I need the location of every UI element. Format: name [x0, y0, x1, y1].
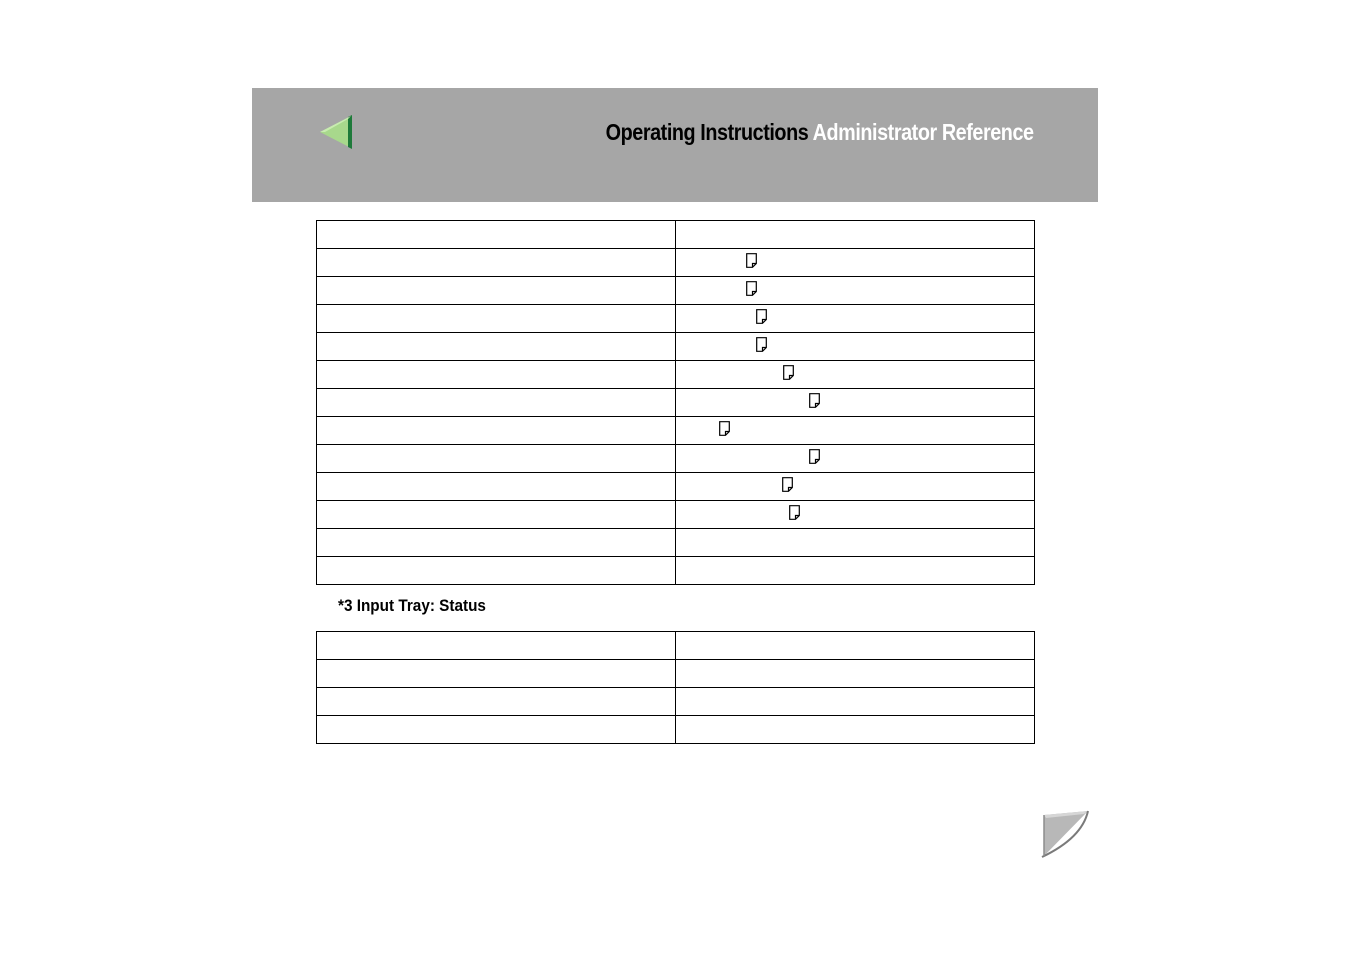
paper-orientation-icon — [782, 477, 793, 492]
table-cell — [317, 660, 676, 688]
paper-orientation-icon — [719, 421, 730, 436]
table-row — [317, 529, 1035, 557]
table-cell — [676, 445, 1035, 473]
table-cell — [676, 473, 1035, 501]
table-cell — [676, 557, 1035, 585]
table-cell — [676, 333, 1035, 361]
table-cell — [317, 249, 676, 277]
table-cell — [317, 716, 676, 744]
table-cell — [317, 529, 676, 557]
left-triangle-arrow-icon[interactable] — [318, 114, 354, 150]
paper-orientation-icon — [809, 449, 820, 464]
table-cell — [676, 389, 1035, 417]
table-cell — [317, 305, 676, 333]
table-cell — [317, 277, 676, 305]
table-row — [317, 417, 1035, 445]
paper-orientation-icon — [809, 393, 820, 408]
table-cell — [317, 632, 676, 660]
table-row — [317, 473, 1035, 501]
page-curl-icon[interactable] — [1038, 810, 1090, 858]
table-row — [317, 249, 1035, 277]
paper-orientation-icon — [783, 365, 794, 380]
table-row — [317, 389, 1035, 417]
table-cell — [317, 389, 676, 417]
table-cell — [317, 417, 676, 445]
header-title — [606, 119, 1034, 146]
table-cell — [317, 473, 676, 501]
table-row — [317, 660, 1035, 688]
table-row — [317, 221, 1035, 249]
input-tray-status-table — [316, 631, 1035, 744]
paper-orientation-icon — [789, 505, 800, 520]
table-cell — [676, 277, 1035, 305]
header-title-main: Operating Instructions — [606, 119, 809, 145]
section-caption: *3 Input Tray: Status — [338, 596, 486, 615]
table-row — [317, 333, 1035, 361]
table-row — [317, 501, 1035, 529]
table-cell — [676, 501, 1035, 529]
table-row — [317, 557, 1035, 585]
table-cell — [676, 305, 1035, 333]
paper-orientation-icon — [746, 253, 757, 268]
table-cell — [676, 660, 1035, 688]
paper-orientation-icon — [756, 309, 767, 324]
table-row — [317, 716, 1035, 744]
table-row — [317, 305, 1035, 333]
table-cell — [676, 249, 1035, 277]
table-cell — [317, 445, 676, 473]
paper-orientation-icon — [746, 281, 757, 296]
table-cell — [676, 716, 1035, 744]
table-cell — [317, 688, 676, 716]
table-cell — [676, 417, 1035, 445]
table-cell — [676, 688, 1035, 716]
table-row — [317, 688, 1035, 716]
table-cell — [317, 361, 676, 389]
table-cell — [317, 501, 676, 529]
table-cell — [317, 557, 676, 585]
header-title-sub: Administrator Reference — [813, 119, 1034, 145]
table-row — [317, 277, 1035, 305]
paper-size-table — [316, 220, 1035, 585]
paper-orientation-icon — [756, 337, 767, 352]
table-cell — [317, 333, 676, 361]
table-cell — [676, 632, 1035, 660]
table-cell — [676, 221, 1035, 249]
table-cell — [317, 221, 676, 249]
table-row — [317, 445, 1035, 473]
table-cell — [676, 529, 1035, 557]
table-cell — [676, 361, 1035, 389]
table-row — [317, 361, 1035, 389]
table-row — [317, 632, 1035, 660]
